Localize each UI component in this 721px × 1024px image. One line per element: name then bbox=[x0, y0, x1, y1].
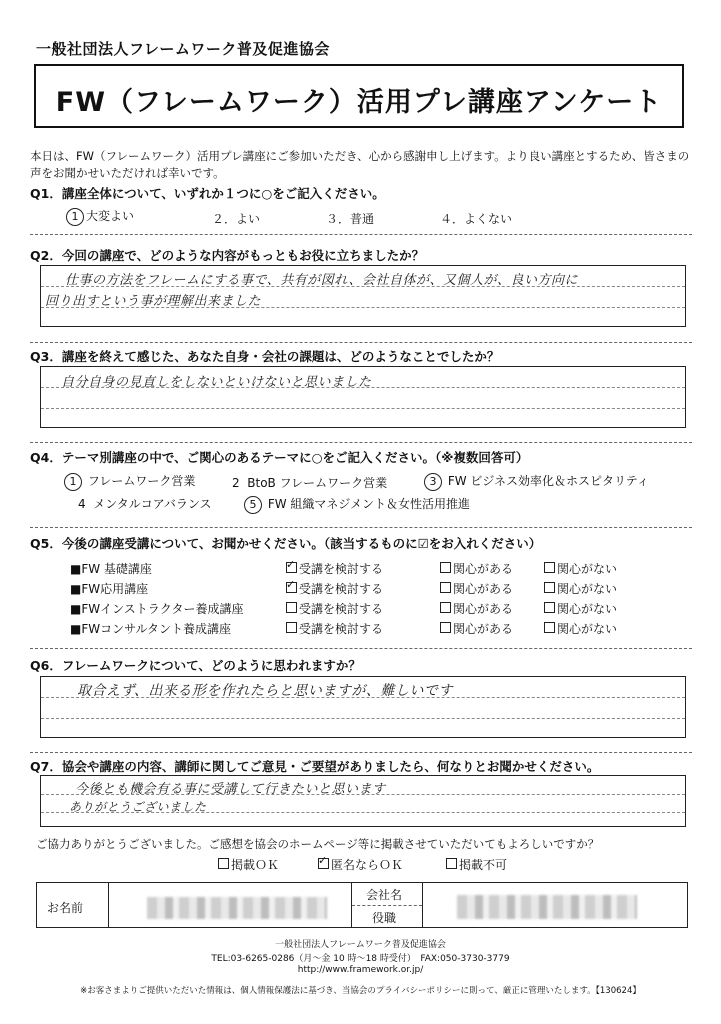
redacted-company bbox=[457, 895, 637, 919]
checkbox[interactable] bbox=[318, 858, 329, 869]
q6-answer-box[interactable] bbox=[40, 676, 686, 738]
q5-name-course: ■FW 基礎講座 bbox=[70, 562, 152, 576]
q1-option-2[interactable]: ２．よい bbox=[212, 212, 261, 226]
q5-interested-option[interactable]: 関心がある bbox=[440, 560, 513, 577]
divider bbox=[30, 234, 692, 235]
q4-option-4[interactable]: 4 メンタルコアバランス bbox=[78, 497, 212, 511]
divider bbox=[30, 648, 692, 649]
checkbox[interactable] bbox=[544, 622, 555, 633]
q5-row bbox=[70, 560, 690, 580]
q1-label: Q1．講座全体について、いずれか１つに○をご記入ください。 bbox=[30, 186, 385, 201]
survey-title: FW（フレームワーク）活用プレ講座アンケート bbox=[55, 87, 663, 118]
q5-row bbox=[70, 620, 690, 640]
q5-interested-option[interactable]: 関心がある bbox=[440, 620, 513, 637]
checkbox[interactable] bbox=[544, 582, 555, 593]
q2-answer-box[interactable] bbox=[40, 265, 686, 327]
checkbox[interactable] bbox=[286, 602, 297, 613]
q7-answer-box[interactable] bbox=[40, 775, 686, 827]
consent-option-ok[interactable]: 掲載ＯＫ bbox=[218, 856, 279, 873]
checkbox[interactable] bbox=[286, 582, 297, 593]
footer-org: 一般社団法人フレームワーク普及促進協会 bbox=[275, 940, 446, 950]
q3-label: Q3．講座を終えて感じた、あなた自身・会社の課題は、どのようなことでしたか？ bbox=[30, 349, 500, 364]
position-label: 役職 bbox=[372, 911, 397, 925]
q2-answer-line1: 仕事の方法をフレームにする事で、共有が図れ、会社自体が、又個人が、良い方向に bbox=[65, 273, 579, 288]
q2-answer-line2: 回り出すという事が理解出来ました bbox=[45, 294, 262, 309]
name-table bbox=[36, 882, 688, 928]
q6-label: Q6．フレームワークについて、どのように思われますか？ bbox=[30, 658, 361, 673]
consent-option-anonymous[interactable]: ✓ 匿名ならＯＫ bbox=[318, 856, 403, 873]
checkbox[interactable] bbox=[440, 562, 451, 573]
checkbox[interactable] bbox=[218, 858, 229, 869]
q5-not-interested-option[interactable]: 関心がない bbox=[544, 600, 617, 617]
q5-row bbox=[70, 580, 690, 600]
circled-number: 1 bbox=[66, 208, 84, 226]
q3-answer-box[interactable] bbox=[40, 366, 686, 428]
privacy-note: ※お客さまよりご提供いただいた情報は、個人情報保護法に基づき、当協会のプライバシーポリシーに則って、厳正に管理いたします。【130624】 bbox=[80, 986, 641, 996]
q5-not-interested-option[interactable]: 関心がない bbox=[544, 560, 617, 577]
q5-consider-option[interactable]: 受講を検討する bbox=[286, 620, 383, 637]
q5-name-course: ■FW応用講座 bbox=[70, 582, 149, 596]
divider bbox=[30, 442, 692, 443]
redacted-name bbox=[147, 897, 327, 919]
q2-label: Q2．今回の講座で、どのような内容がもっともお役に立ちましたか？ bbox=[30, 248, 425, 263]
checkbox[interactable] bbox=[544, 562, 555, 573]
q1-option-3[interactable]: ３．普通 bbox=[326, 212, 375, 226]
q1-option-4[interactable]: ４．よくない bbox=[440, 212, 513, 226]
name-label: お名前 bbox=[47, 901, 84, 915]
q7-answer-line1: 今後とも機会有る事に受講して行きたいと思います bbox=[75, 782, 386, 797]
q5-name-course: ■FWコンサルタント養成講座 bbox=[70, 622, 232, 636]
checkbox[interactable] bbox=[440, 622, 451, 633]
q5-name-course: ■FWインストラクター養成講座 bbox=[70, 602, 244, 616]
q5-row bbox=[70, 600, 690, 620]
q7-label: Q7．協会や講座の内容、講師に関してご意見・ご要望がありましたら、何なりとお聞かせください。 bbox=[30, 759, 600, 774]
q6-answer: 取合えず、出来る形を作れたらと思いますが、難しいです bbox=[77, 683, 453, 699]
q4-option-1[interactable]: 1 フレームワーク営業 bbox=[64, 472, 195, 491]
q5-not-interested-option[interactable]: 関心がない bbox=[544, 620, 617, 637]
q4-option-3[interactable]: 3 FW ビジネス効率化＆ホスピタリティ bbox=[424, 472, 649, 491]
company-label: 会社名 bbox=[366, 888, 403, 902]
footer-contact: TEL:03-6265-0286（月～金 10 時～18 時受付） FAX:050-3730-3779 bbox=[211, 954, 510, 964]
q5-not-interested-option[interactable]: 関心がない bbox=[544, 580, 617, 597]
q4-label: Q4．テーマ別講座の中で、ご関心のあるテーマに○をご記入ください。（※複数回答可） bbox=[30, 450, 529, 465]
q7-answer-line2: ありがとうございました bbox=[69, 800, 207, 814]
consent-question: ご協力ありがとうございました。ご感想を協会のホームページ等に掲載させていただいてもよろしいですか？ bbox=[36, 837, 600, 851]
q5-table bbox=[70, 560, 690, 640]
checkbox[interactable] bbox=[446, 858, 457, 869]
divider bbox=[30, 527, 692, 528]
title-box bbox=[34, 64, 684, 128]
intro-text: 本日は、FW（フレームワーク）活用プレ講座にご参加いただき、心から感謝申し上げます。より良い講座とするため、皆さまの声をお聞かせいただければ幸いです。 bbox=[30, 149, 690, 180]
q5-consider-option[interactable]: ✓ 受講を検討する bbox=[286, 560, 383, 577]
checkbox[interactable] bbox=[544, 602, 555, 613]
q5-label: Q5．今後の講座受講について、お聞かせください。（該当するものに☑をお入れください） bbox=[30, 536, 542, 551]
divider bbox=[30, 342, 692, 343]
checkbox[interactable] bbox=[440, 582, 451, 593]
q3-answer: 自分自身の見直しをしないといけないと思いました bbox=[61, 375, 372, 390]
checkbox[interactable] bbox=[286, 562, 297, 573]
q4-option-5[interactable]: 5 FW 組織マネジメント＆女性活用推進 bbox=[244, 495, 470, 514]
footer-url[interactable]: http://www.framework.or.jp/ bbox=[297, 965, 424, 975]
q5-interested-option[interactable]: 関心がある bbox=[440, 600, 513, 617]
organization-name: 一般社団法人フレームワーク普及促進協会 bbox=[36, 40, 330, 58]
checkbox[interactable] bbox=[286, 622, 297, 633]
consent-option-ng[interactable]: 掲載不可 bbox=[446, 856, 507, 873]
checkbox[interactable] bbox=[440, 602, 451, 613]
q5-consider-option[interactable]: ✓ 受講を検討する bbox=[286, 580, 383, 597]
divider bbox=[30, 752, 692, 753]
q5-interested-option[interactable]: 関心がある bbox=[440, 580, 513, 597]
q1-option-1[interactable]: 1 大変よい bbox=[66, 207, 134, 226]
q5-consider-option[interactable]: 受講を検討する bbox=[286, 600, 383, 617]
q4-option-2[interactable]: 2 BtoB フレームワーク営業 bbox=[232, 476, 388, 490]
